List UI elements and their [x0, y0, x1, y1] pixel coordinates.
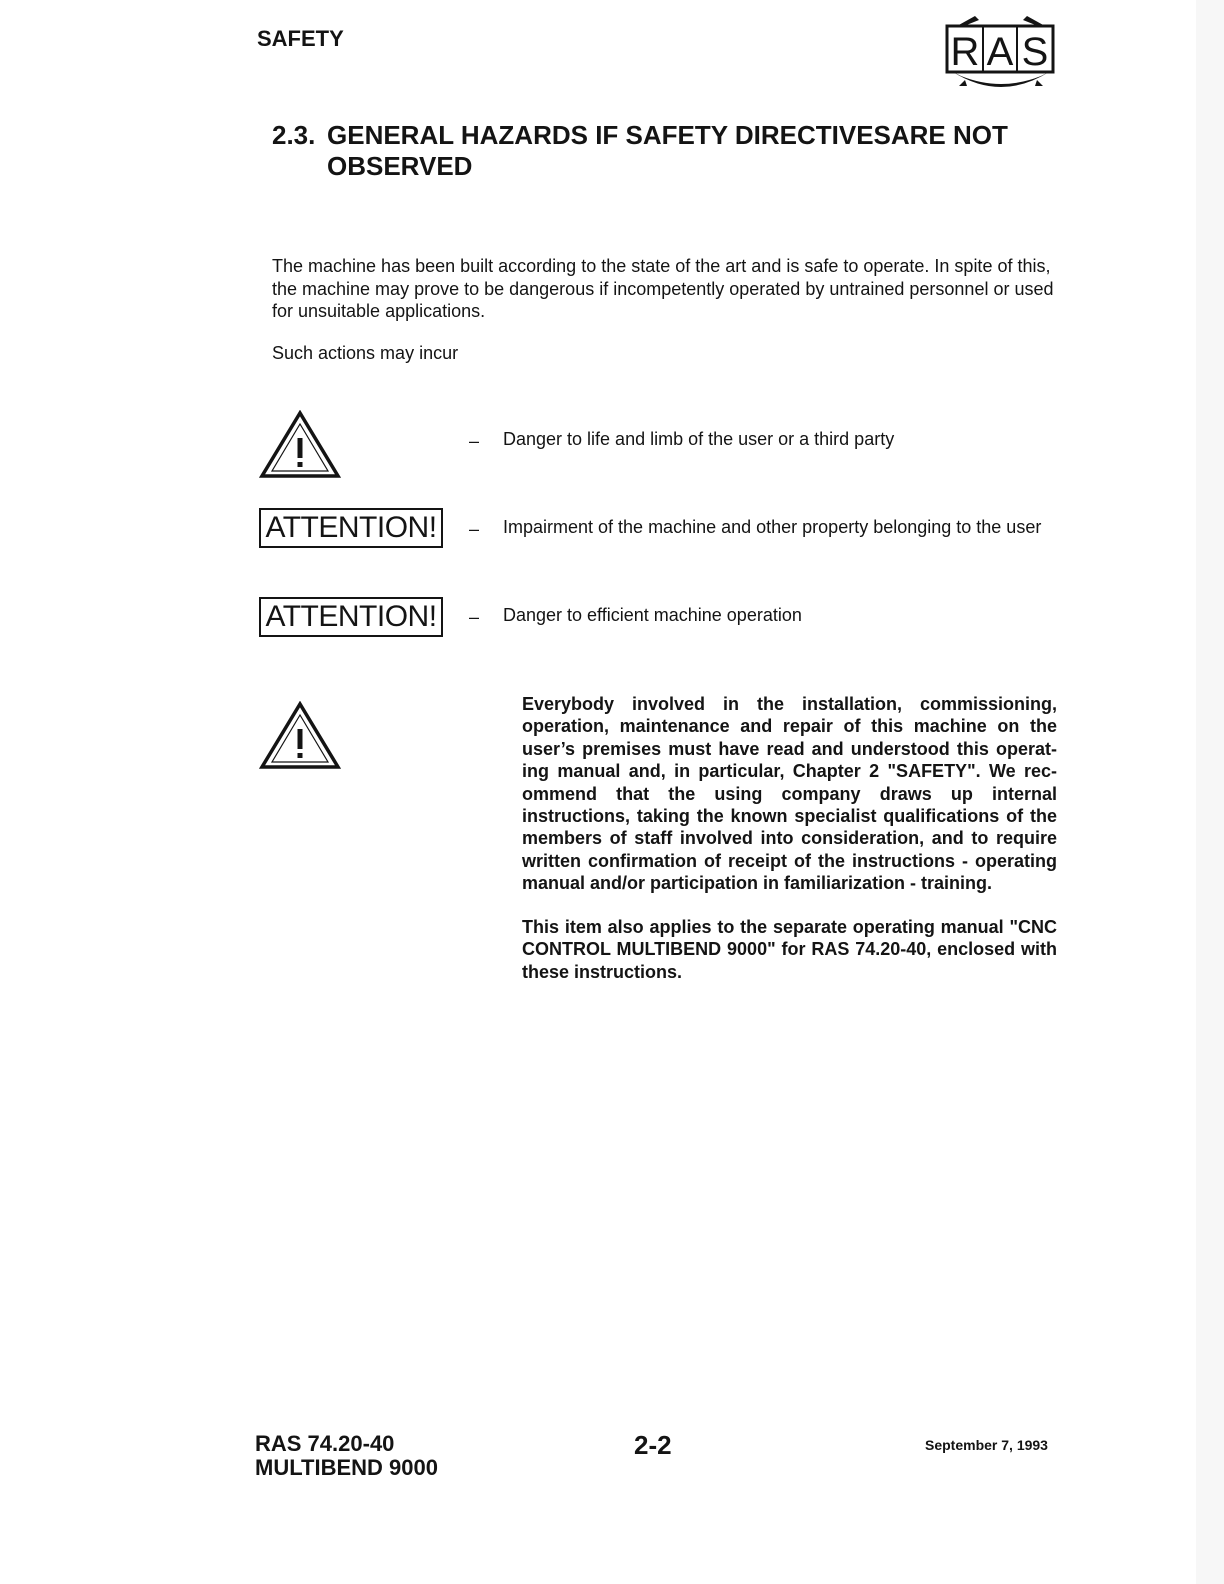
logo-letter-r: R	[950, 30, 980, 74]
footer-date: September 7, 1993	[925, 1437, 1048, 1453]
warning-triangle-icon	[258, 410, 342, 480]
section-number: 2.3.	[272, 120, 316, 150]
hazard-dash: –	[469, 519, 480, 539]
attention-label: ATTENTION!	[259, 597, 443, 637]
header-section-label: SAFETY	[257, 26, 344, 51]
footer-page-number: 2-2	[634, 1430, 672, 1460]
note-paragraph-cnc-manual: This item also applies to the separate operating manual "CNC CONTROL MULTIBEND 9000" for RAS 74.20-40, enclosed with these instructions.	[522, 917, 1057, 982]
attention-label: ATTENTION!	[259, 508, 443, 548]
logo-letter-s: S	[1021, 30, 1049, 74]
hazard-text-operation: Danger to efficient machine operation	[503, 605, 802, 625]
hazard-dash: –	[469, 607, 480, 627]
hazard-text-property: Impairment of the machine and other property belonging to the user	[503, 517, 1042, 537]
hazard-text-life-limb: Danger to life and limb of the user or a third party	[503, 429, 895, 449]
page-edge-shadow	[1196, 0, 1224, 1584]
intro-paragraph: The machine has been built according to the state of the art and is safe to operate. In spite of this, the machine may prove to be dangerous if incompetently operated by untrained personnel or used for unsuitable applications.	[272, 256, 1054, 321]
footer-model-name: MULTIBEND 9000	[255, 1455, 438, 1480]
note-paragraph-training: Everybody involved in the installation, commissioning, operation, maintenance and repair of this machine on the user’s premises must have read and understood this operat-ing manual and, in particular, Chapter 2 "SAFETY". We rec-ommend that the using company draws up internal instructions, taking the known specialist qualifications of the members of staff involved into consideration, and to require written confirmation of receipt of the instructions - operating manual and/or participation in familiarization - training.	[522, 694, 1057, 894]
logo-letter-a: A	[986, 30, 1014, 74]
hazard-dash: –	[469, 431, 480, 451]
intro-lead-in: Such actions may incur	[272, 343, 459, 363]
warning-triangle-icon	[258, 701, 342, 771]
footer-model-code: RAS 74.20-40	[255, 1431, 395, 1456]
footer-model	[255, 1432, 438, 1480]
ras-logo	[945, 10, 1057, 98]
section-title: GENERAL HAZARDS IF SAFETY DIRECTIVESARE NOT OBSERVED	[327, 120, 1008, 181]
